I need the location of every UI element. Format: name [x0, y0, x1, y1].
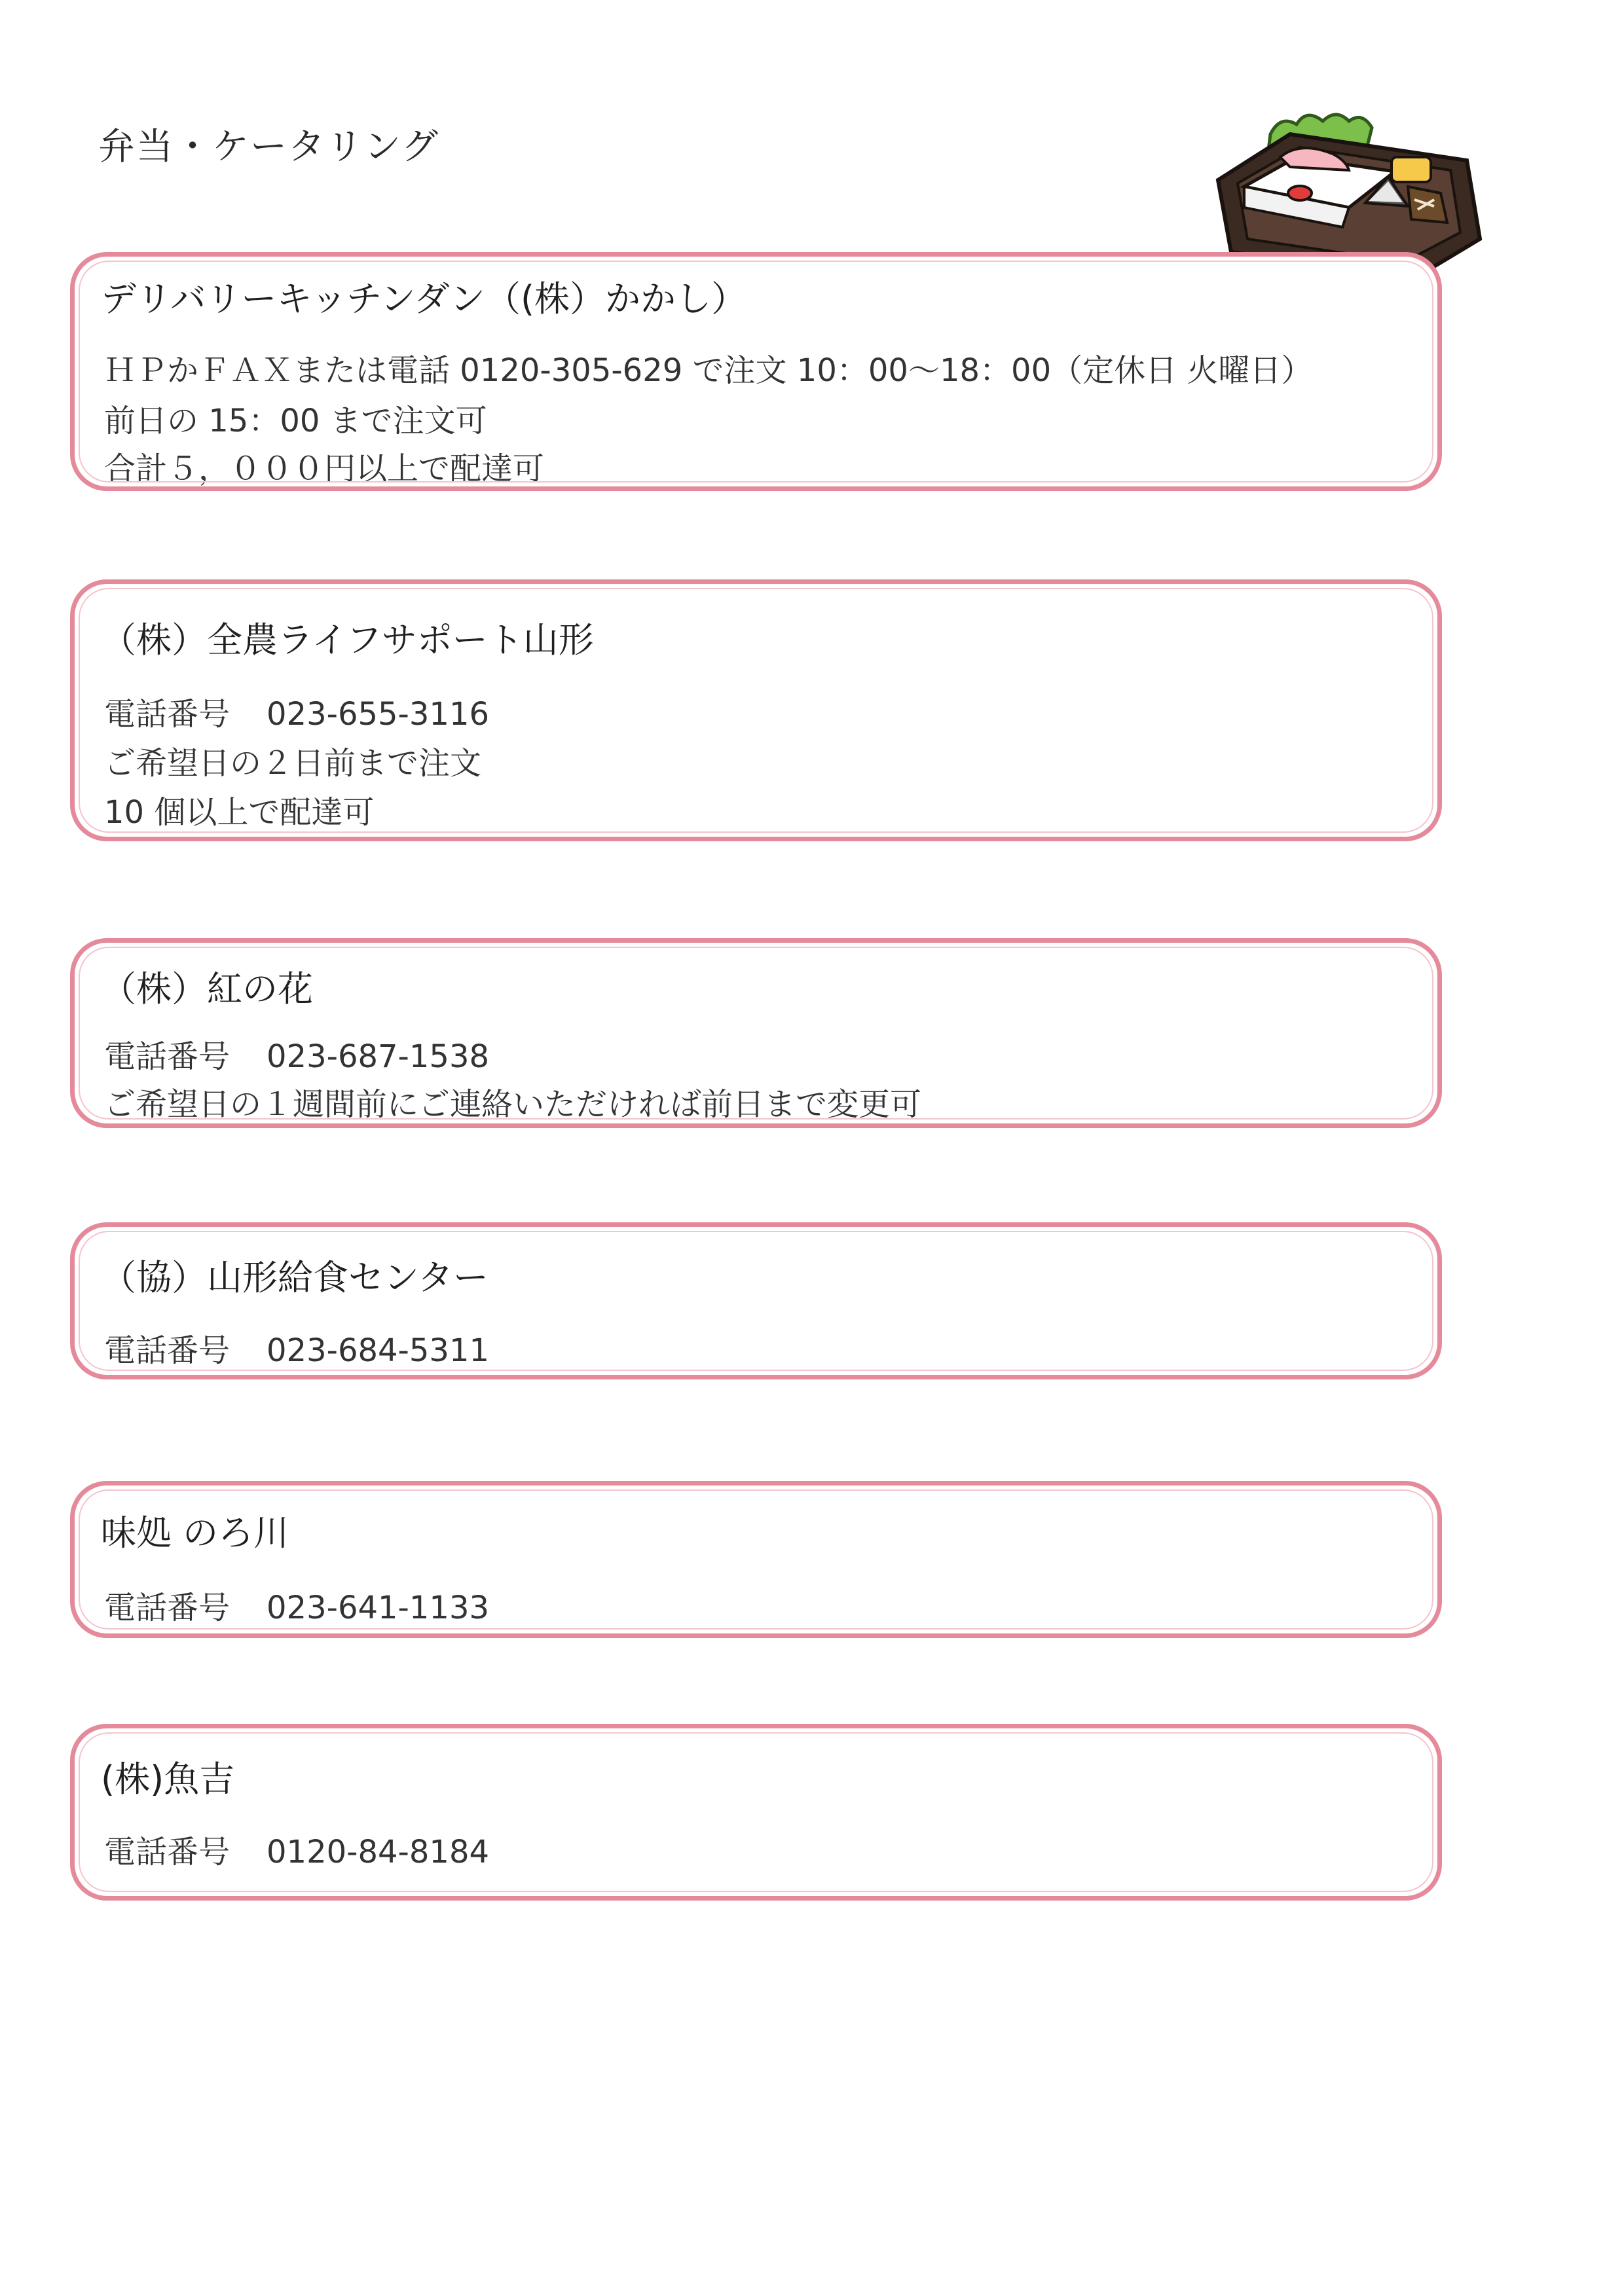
delivery-condition: 合計５，０００円以上で配達可	[104, 450, 545, 487]
phone-label: 電話番号	[104, 1834, 231, 1870]
vendor-card-norokawa	[70, 1481, 1442, 1638]
delivery-condition: 10 個以上で配達可	[104, 794, 375, 831]
vendor-name: （株）全農ライフサポート山形	[101, 619, 594, 661]
vendor-card-kyushoku	[70, 1222, 1442, 1379]
order-deadline: 前日の 15：00 まで注文可	[104, 403, 487, 439]
phone-label: 電話番号	[104, 1038, 231, 1075]
phone-label: 電話番号	[104, 1332, 231, 1369]
order-deadline: ご希望日の２日前まで注文	[104, 745, 482, 782]
order-info: ＨＰかＦＡＸまたは電話 0120-305-629 で注文 10：00～18：00（定休日 火曜日）	[104, 352, 1313, 389]
phone-number: 0120-84-8184	[267, 1834, 490, 1870]
phone-line	[104, 689, 489, 734]
phone-number: 023-687-1538	[267, 1038, 490, 1075]
change-policy: ご希望日の１週間前にご連絡いただければ前日まで変更可	[104, 1086, 922, 1123]
phone-label: 電話番号	[104, 696, 231, 733]
phone-line	[104, 1325, 489, 1370]
phone-label: 電話番号	[104, 1590, 231, 1626]
vendor-name: デリバリーキッチンダン（(株）かかし）	[101, 278, 747, 319]
vendor-name: 味処 のろ川	[101, 1512, 289, 1554]
phone-line	[104, 1827, 489, 1872]
phone-line	[104, 1582, 489, 1628]
vendor-card-dandan	[70, 252, 1442, 491]
vendor-name: （協）山形給食センター	[101, 1257, 489, 1298]
vendor-card-uokichi	[70, 1724, 1442, 1901]
phone-line	[104, 1031, 489, 1076]
vendor-card-zennoh	[70, 579, 1442, 841]
phone-number: 023-655-3116	[267, 696, 490, 733]
page-title: 弁当・ケータリング	[98, 126, 439, 168]
vendor-name: （株）紅の花	[101, 968, 313, 1010]
phone-number: 023-684-5311	[267, 1332, 490, 1369]
vendor-card-benihana	[70, 938, 1442, 1128]
phone-number: 023-641-1133	[267, 1590, 490, 1626]
vendor-name: (株)魚吉	[101, 1758, 235, 1800]
